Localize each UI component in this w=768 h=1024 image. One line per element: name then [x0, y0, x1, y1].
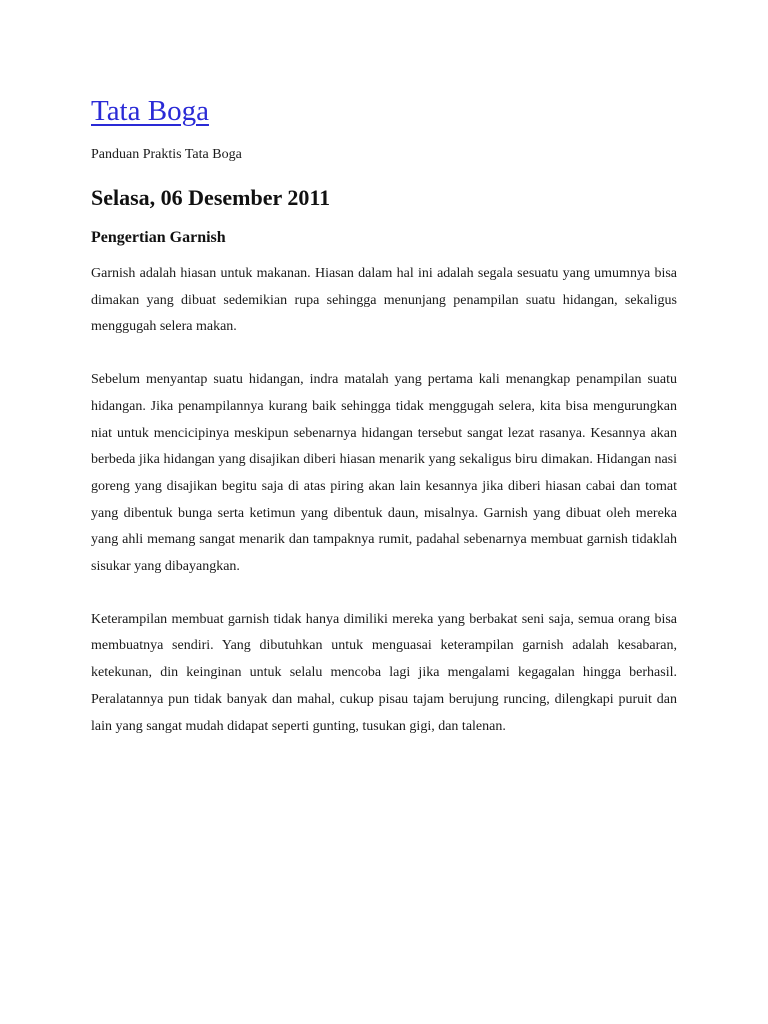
post-paragraph: Garnish adalah hiasan untuk makanan. Hiasan dalam hal ini adalah segala sesuatu yang umumnya bisa dimakan yang dibuat sedemikian rupa sehingga menunjang penampilan suatu hidangan, sekaligus menggugah selera makan. [91, 266, 677, 335]
post-date-header: Selasa, 06 Desember 2011 [91, 185, 331, 210]
blog-description: Panduan Praktis Tata Boga [91, 147, 242, 162]
post-title: Pengertian Garnish [91, 229, 226, 246]
post-body [91, 261, 677, 740]
post-paragraph: Keterampilan membuat garnish tidak hanya dimiliki mereka yang berbakat seni saja, semua orang bisa membuatnya sendiri. Yang dibutuhkan untuk menguasai keterampilan garnish adalah kesabaran, ketekunan, din keinginan untuk selalu mencoba lagi jika mengalami kegagalan hingga berhasil. Peralatannya pun tidak banyak dan mahal, cukup pisau tajam berujung runcing, dilengkapi puruit dan lain yang sangat mudah didapat seperti gunting, tusukan gigi, dan talenan. [91, 611, 677, 734]
blog-title-link[interactable]: Tata Boga [91, 95, 209, 127]
post-paragraph: Sebelum menyantap suatu hidangan, indra matalah yang pertama kali menangkap penampilan suatu hidangan. Jika penampilannya kurang baik sehingga tidak menggugah selera, kita bisa mengurungkan niat untuk mencicipinya meskipun sebenarnya hidangan tersebut sangat lezat rasanya. Kesannya akan berbeda jika hidangan yang disajikan diberi hiasan menarik yang sekaligus biru dimakan. Hidangan nasi goreng yang disajikan begitu saja di atas piring akan lain kesannya jika diberi hiasan cabai dan tomat yang dibentuk bunga serta ketimun yang dibentuk daun, misalnya. Garnish yang dibuat oleh mereka yang ahli memang sangat menarik dan tampaknya rumit, padahal sebenarnya membuat garnish tidaklah sisukar yang dibayangkan. [91, 372, 677, 575]
blog-page [91, 92, 677, 766]
